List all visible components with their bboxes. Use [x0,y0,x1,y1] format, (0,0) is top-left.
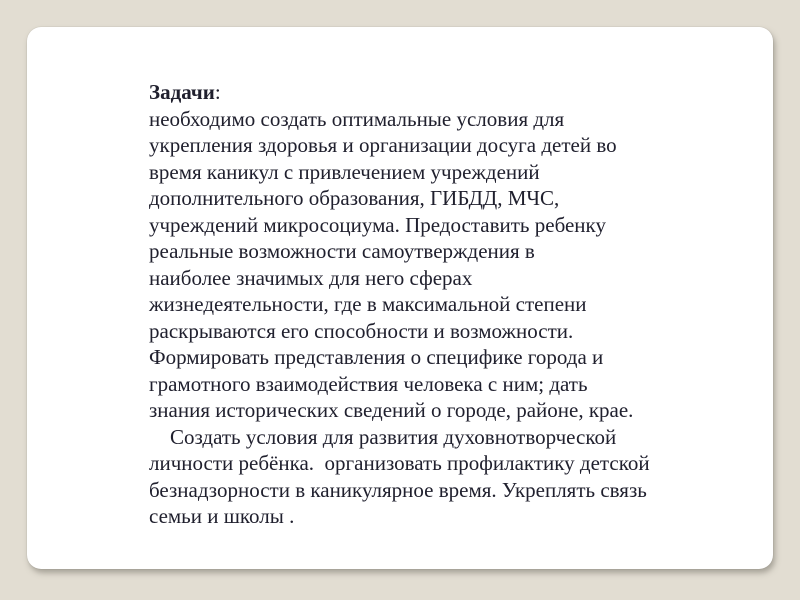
slide-title-text: Задачи [149,80,215,104]
text-line: дополнительного образования, ГИБДД, МЧС, [149,186,560,210]
text-line: раскрываются его способности и возможности. [149,318,574,343]
slide-text-block [149,79,709,530]
text-line: необходимо создать оптимальные условия для [149,106,565,131]
text-line: безнадзорности в каникулярное время. Укреплять связь [149,477,647,502]
slide-title-colon: : [214,80,221,104]
text-line: грамотного взаимодействия человека с ним; дать [149,371,588,396]
slide-content-card [27,27,773,569]
text-line: время каникул с привлечением учреждений [149,159,540,184]
text-line: реальные возможности самоутверждения в [149,239,535,263]
text-line: учреждений микросоциума. Предоставить ребенку [149,212,606,237]
text-line: личности ребёнка. организовать профилактику детской [149,451,650,475]
text-line: знания исторических сведений о городе, районе, крае. [149,398,634,422]
slide-title [149,79,709,106]
text-line: наиболее значимых для него сферах [149,265,473,290]
text-line: укрепления здоровья и организации досуга детей во [149,133,617,157]
text-line: Создать условия для развития духовнотворческой [149,424,617,449]
text-line: жизнедеятельности, где в максимальной степени [149,292,587,316]
text-line: семьи и школы . [149,504,295,528]
text-line: Формировать представления о специфике города и [149,345,604,369]
